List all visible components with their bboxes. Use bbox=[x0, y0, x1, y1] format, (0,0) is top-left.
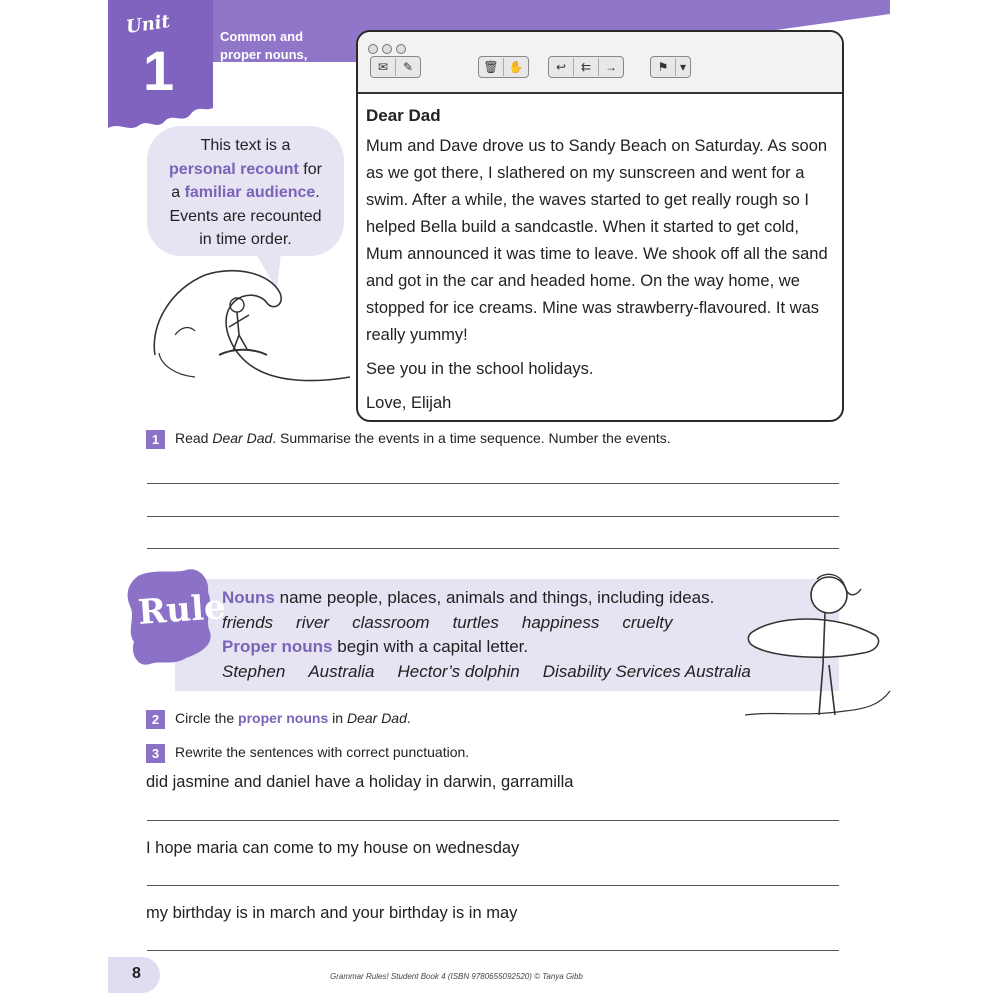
question-text: . Summarise the events in a time sequence. Number the events. bbox=[272, 430, 671, 447]
common-noun-examples bbox=[222, 611, 774, 636]
question-number: 1 bbox=[146, 430, 165, 449]
example-word: friends bbox=[222, 612, 274, 632]
rule-label: Rule bbox=[136, 586, 227, 634]
reply-icon: ↩ bbox=[549, 58, 574, 76]
toolbar-group-reply bbox=[548, 56, 624, 78]
example-word: Stephen bbox=[222, 661, 286, 681]
toolbar-group-actions bbox=[478, 56, 529, 78]
question-title: Dear Dad bbox=[346, 710, 407, 727]
bubble-line-1: This text is a bbox=[200, 137, 291, 154]
flag-icon: ⚑ bbox=[651, 58, 676, 76]
question-text: in bbox=[328, 710, 347, 727]
definition-text: name people, places, animals and things, including ideas. bbox=[274, 588, 715, 607]
bubble-text: . bbox=[315, 184, 320, 201]
forward-icon: → bbox=[605, 60, 617, 74]
bubble-line-3 bbox=[147, 181, 344, 205]
unit-number: 1 bbox=[143, 39, 175, 102]
email-window bbox=[356, 30, 844, 422]
example-word: turtles bbox=[452, 612, 499, 632]
sentence-2: I hope maria can come to my house on wednesday bbox=[146, 839, 520, 857]
example-word: Hector’s dolphin bbox=[397, 661, 520, 681]
proper-noun-examples bbox=[222, 660, 774, 685]
answer-line[interactable] bbox=[147, 516, 839, 517]
question-text: Rewrite the sentences with correct punctuation. bbox=[175, 744, 470, 761]
zoom-window-dot bbox=[396, 44, 406, 54]
toolbar-group-compose bbox=[370, 56, 421, 78]
question-number: 3 bbox=[146, 744, 165, 763]
question-number: 2 bbox=[146, 710, 165, 729]
question-3 bbox=[146, 744, 469, 763]
toolbar-group-flag bbox=[650, 56, 691, 78]
question-1 bbox=[146, 430, 671, 449]
rule-proper-nouns-definition bbox=[222, 635, 774, 660]
email-signoff: Love, Elijah bbox=[366, 394, 452, 412]
email-closing-line: See you in the school holidays. bbox=[366, 360, 594, 378]
rule-text bbox=[222, 586, 774, 684]
compose-icon: ✎ bbox=[402, 60, 414, 74]
envelope-icon: ✉ bbox=[371, 58, 396, 76]
answer-line[interactable] bbox=[147, 483, 839, 484]
bubble-line-2 bbox=[147, 158, 344, 182]
example-word: Disability Services Australia bbox=[542, 661, 751, 681]
email-greeting: Dear Dad bbox=[366, 106, 441, 125]
surfer-girl-illustration bbox=[745, 565, 893, 745]
close-window-dot bbox=[368, 44, 378, 54]
surfer-wave-illustration bbox=[145, 265, 357, 400]
email-body bbox=[366, 102, 836, 422]
unit-topic: Common and proper nouns, verbs bbox=[220, 29, 308, 80]
email-toolbar bbox=[358, 32, 842, 94]
answer-line[interactable] bbox=[147, 950, 839, 951]
example-word: classroom bbox=[352, 612, 430, 632]
example-word: Australia bbox=[308, 661, 375, 681]
bubble-text: for bbox=[298, 160, 322, 178]
rule-nouns-definition bbox=[222, 586, 774, 611]
minimize-window-dot bbox=[382, 44, 392, 54]
chevron-down-icon: ▾ bbox=[679, 60, 687, 74]
reply-all-icon: ⇇ bbox=[574, 58, 599, 76]
page-number: 8 bbox=[132, 965, 141, 982]
question-title: Dear Dad bbox=[212, 430, 273, 447]
question-text: Circle the bbox=[175, 710, 239, 727]
term-proper-nouns: Proper nouns bbox=[222, 637, 333, 656]
question-text: Read bbox=[175, 430, 213, 447]
footer-credit: Grammar Rules! Student Book 4 (ISBN 9780655092520) © Tanya Gibb bbox=[330, 972, 583, 981]
answer-line[interactable] bbox=[147, 885, 839, 886]
sentence-3: my birthday is in march and your birthday is in may bbox=[146, 904, 518, 922]
sentence-1: did jasmine and daniel have a holiday in darwin, garramilla bbox=[146, 773, 574, 791]
bubble-highlight-personal-recount: personal recount bbox=[169, 160, 299, 178]
email-message: Mum and Dave drove us to Sandy Beach on Saturday. As soon as we got there, I slathered on my sunscreen and went for a swim. After a while, the waves started to get really rough so I helped Bella build a sandcastle. When it started to get cold, Mum announced it was time to leave. We shook off all the sand and got in the car and headed home. On the way home, we stopped for ice creams. Mine was strawberry-flavoured. It was really yummy! bbox=[366, 137, 828, 344]
answer-line[interactable] bbox=[147, 548, 839, 549]
thumbs-down-icon: ✋ bbox=[508, 60, 524, 74]
question-text: . bbox=[406, 710, 411, 727]
question-2 bbox=[146, 710, 411, 729]
example-word: happiness bbox=[521, 612, 600, 632]
bubble-line-5: in time order. bbox=[199, 231, 292, 248]
unit-label: Unit bbox=[124, 11, 172, 38]
term-nouns: Nouns bbox=[222, 588, 275, 607]
bubble-line-4: Events are recounted bbox=[169, 207, 322, 225]
bubble-text: a bbox=[171, 184, 185, 201]
example-word: river bbox=[296, 612, 330, 632]
definition-text: begin with a capital letter. bbox=[332, 637, 529, 656]
bubble-highlight-familiar-audience: familiar audience bbox=[184, 184, 316, 201]
question-highlight: proper nouns bbox=[238, 710, 329, 727]
answer-line[interactable] bbox=[147, 820, 839, 821]
trash-icon: 🗑 bbox=[479, 58, 504, 76]
speech-bubble bbox=[147, 126, 344, 256]
example-word: cruelty bbox=[622, 612, 673, 632]
